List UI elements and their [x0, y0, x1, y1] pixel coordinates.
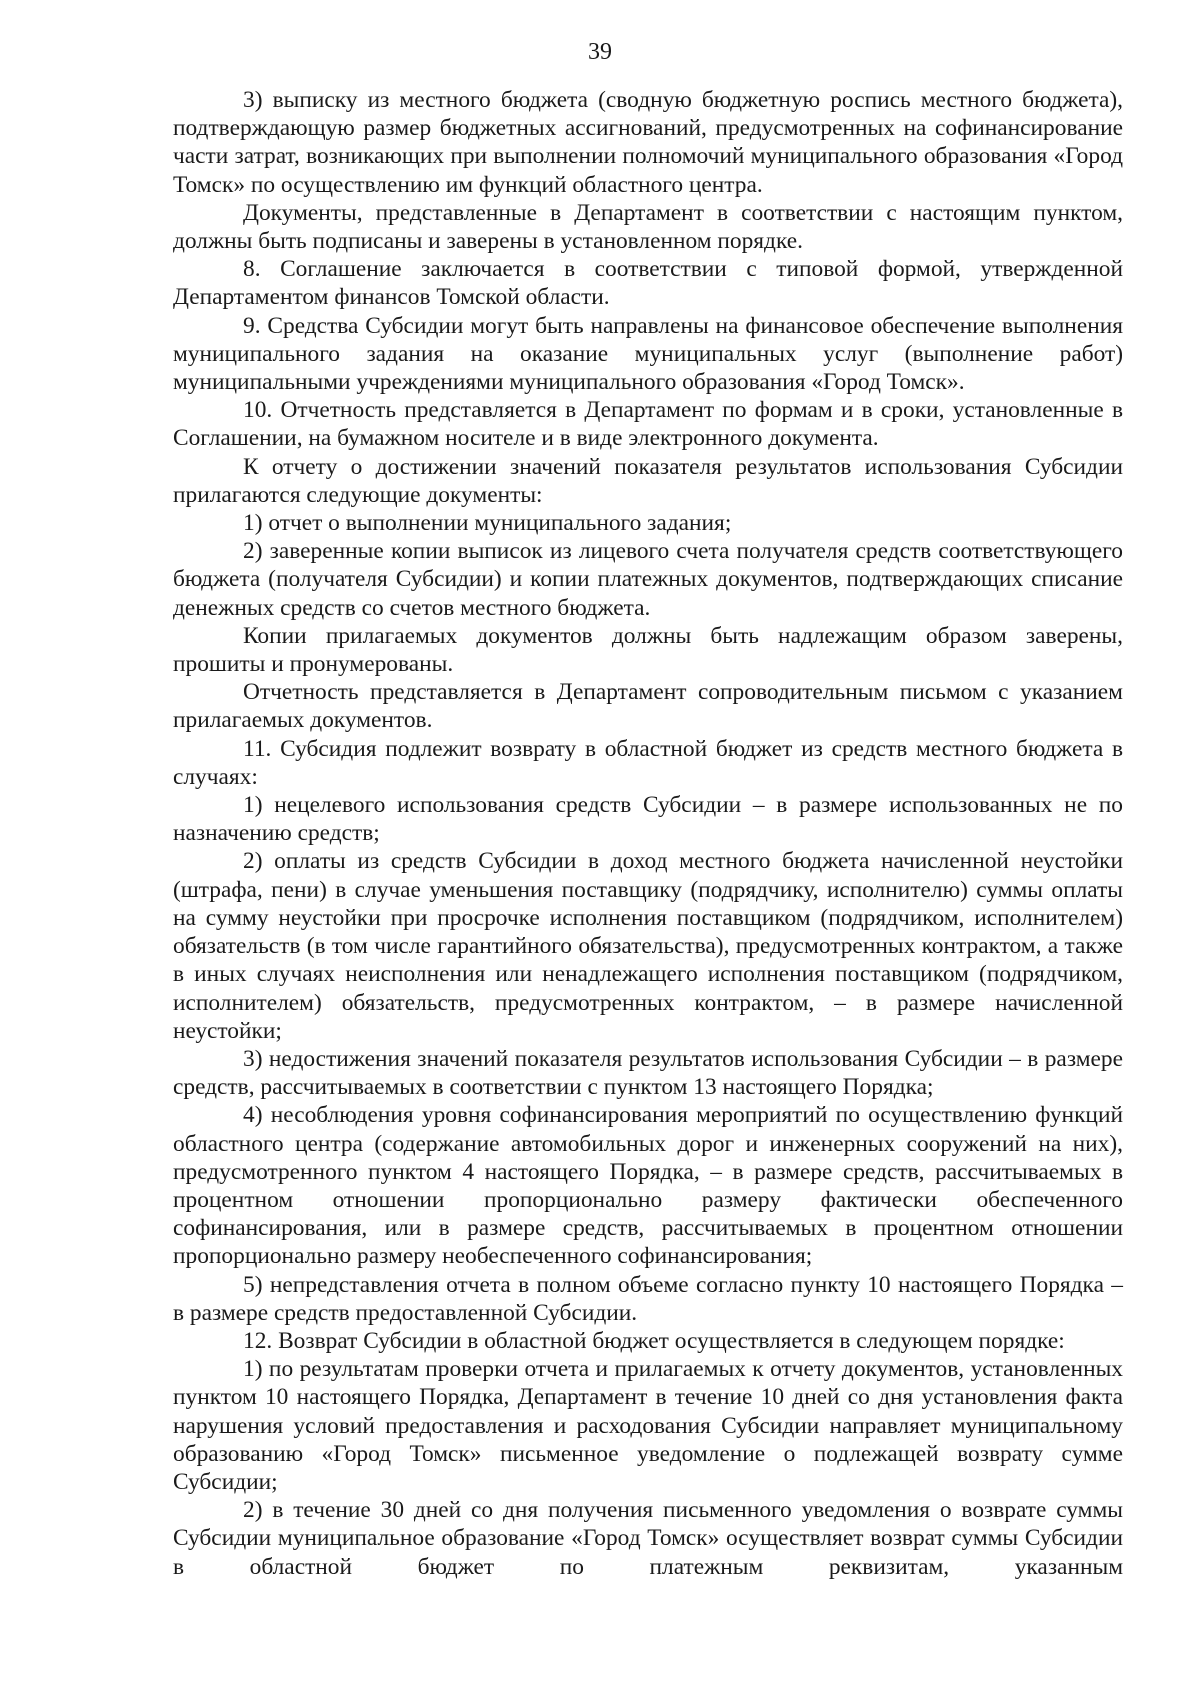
paragraph: 2) заверенные копии выписок из лицевого счета получателя средств соответствующего бюджета (получателя Субсидии) и копии платежных документов, подтверждающих списание денежных средств со счетов местного бюджета.: [173, 538, 1123, 621]
paragraph: Отчетность представляется в Департамент сопроводительным письмом с указанием прилагаемых документов.: [173, 679, 1123, 734]
paragraph: 1) нецелевого использования средств Субсидии – в размере использованных не по назначению средств;: [173, 792, 1123, 847]
paragraph: 11. Субсидия подлежит возврату в областной бюджет из средств местного бюджета в случаях:: [173, 735, 1123, 790]
paragraph: К отчету о достижении значений показателя результатов использования Субсидии прилагаются следующие документы:: [173, 453, 1123, 508]
paragraph: 2) в течение 30 дней со дня получения письменного уведомления о возврате суммы Субсидии муниципальное образование «Город Томск» осуществляет возврат суммы Субсидии в областной бюджет по платежным реквизитам, указанным: [173, 1497, 1123, 1580]
paragraph: 1) отчет о выполнении муниципального задания;: [243, 510, 732, 537]
paragraph: 5) непредставления отчета в полном объеме согласно пункту 10 настоящего Порядка – в размере средств предоставленной Субсидии.: [173, 1271, 1123, 1326]
paragraph: 2) оплаты из средств Субсидии в доход местного бюджета начисленной неустойки (штрафа, пени) в случае уменьшения поставщику (подрядчику, исполнителю) суммы оплаты на сумму неустойки при просрочке исполнения поставщиком (подрядчиком, исполнителем) обязательств (в том числе гарантийного обязательства), предусмотренных контрактом, а также в иных случаях неисполнения или ненадлежащего исполнения поставщиком (подрядчиком, исполнителем) обязательств, предусмотренных контрактом, – в размере начисленной неустойки;: [173, 848, 1123, 1044]
paragraph: 3) выписку из местного бюджета (сводную бюджетную роспись местного бюджета), подтверждающую размер бюджетных ассигнований, предусмотренных на софинансирование части затрат, возникающих при выполнении полномочий муниципального образования «Город Томск» по осуществлению им функций областного центра.: [173, 87, 1123, 198]
paragraph: 10. Отчетность представляется в Департамент по формам и в сроки, установленные в Соглашении, на бумажном носителе и в виде электронного документа.: [173, 397, 1123, 452]
paragraph: 8. Соглашение заключается в соответствии с типовой формой, утвержденной Департаментом финансов Томской области.: [173, 256, 1123, 311]
page-number: 39: [588, 39, 612, 65]
paragraph: 4) несоблюдения уровня софинансирования мероприятий по осуществлению функций областного центра (содержание автомобильных дорог и инженерных сооружений на них), предусмотренного пунктом 4 настоящего Порядка, – в размере средств, рассчитываемых в процентном отношении пропорционально размеру фактически обеспеченного софинансирования, или в размере средств, рассчитываемых в процентном отношении пропорционально размеру необеспеченного софинансирования;: [173, 1102, 1123, 1270]
paragraph: 3) недостижения значений показателя результатов использования Субсидии – в размере средств, рассчитываемых в соответствии с пунктом 13 настоящего Порядка;: [173, 1045, 1123, 1101]
paragraph: Документы, представленные в Департамент в соответствии с настоящим пунктом, должны быть подписаны и заверены в установленном порядке.: [173, 199, 1123, 255]
document-body: [173, 86, 1123, 1581]
paragraph: Копии прилагаемых документов должны быть надлежащим образом заверены, прошиты и пронумерованы.: [173, 622, 1123, 678]
paragraph: 1) по результатам проверки отчета и прилагаемых к отчету документов, установленных пунктом 10 настоящего Порядка, Департамент в течение 10 дней со дня установления факта нарушения условий предоставления и расходования Субсидии направляет муниципальному образованию «Город Томск» письменное уведомление о подлежащей возврату сумме Субсидии;: [173, 1356, 1123, 1495]
paragraph: 12. Возврат Субсидии в областной бюджет осуществляется в следующем порядке:: [243, 1327, 1065, 1354]
paragraph: 9. Средства Субсидии могут быть направлены на финансовое обеспечение выполнения муниципального задания на оказание муниципальных услуг (выполнение работ) муниципальными учреждениями муниципального образования «Город Томск».: [173, 312, 1123, 396]
